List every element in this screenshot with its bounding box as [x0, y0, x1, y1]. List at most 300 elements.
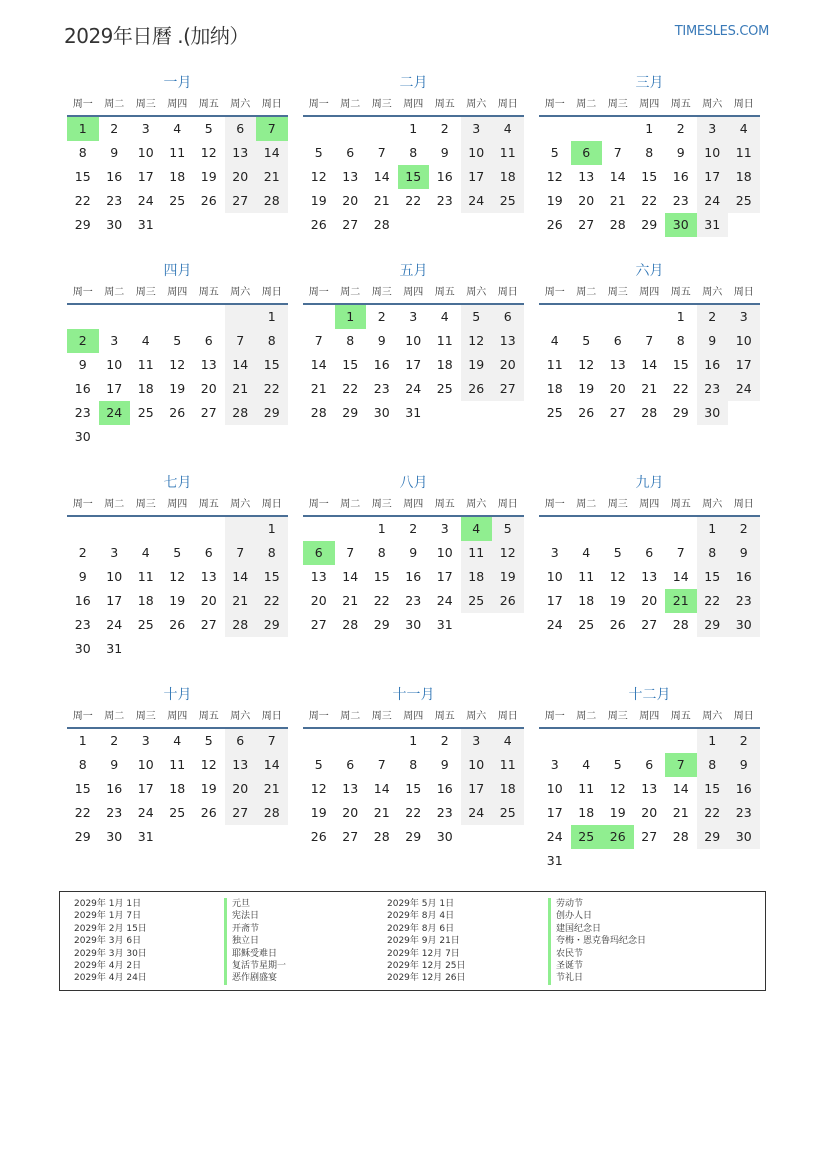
- day-cell: 9: [728, 753, 760, 777]
- empty-cell: [225, 213, 257, 237]
- day-cell: 11: [169, 757, 186, 772]
- empty-cell: [256, 825, 288, 849]
- day-cell: 6: [346, 757, 355, 772]
- day-cell: 29: [641, 217, 658, 232]
- day-cell: 26: [602, 825, 634, 849]
- week-row: [539, 517, 760, 541]
- week-row: [539, 213, 760, 237]
- day-cell: 5: [314, 145, 323, 160]
- week-row: [67, 401, 288, 425]
- day-cell: 28: [373, 829, 390, 844]
- day-cell: 25: [169, 193, 186, 208]
- day-cell: 3: [141, 121, 150, 136]
- week-row: [67, 613, 288, 637]
- day-cell: 20: [225, 165, 257, 189]
- holiday-date: 2029年 3月 6日: [74, 936, 142, 947]
- day-cell: 11: [546, 357, 563, 372]
- day-cell: 4: [582, 757, 591, 772]
- empty-cell: [429, 213, 461, 237]
- day-cell: 13: [310, 569, 327, 584]
- day-cell: 25: [436, 381, 453, 396]
- day-cell: 29: [256, 613, 288, 637]
- day-cell: 5: [613, 545, 622, 560]
- holiday-name: 圣诞节: [548, 960, 646, 972]
- day-cell: 24: [546, 617, 563, 632]
- empty-cell: [335, 729, 367, 753]
- day-cell: 9: [78, 357, 87, 372]
- day-cell: 17: [137, 169, 154, 184]
- day-cell: 17: [461, 777, 493, 801]
- legend-right-names: [548, 898, 646, 985]
- day-cell: 25: [137, 617, 154, 632]
- day-cell: 16: [74, 381, 91, 396]
- day-cell: 23: [106, 193, 123, 208]
- weekday-label: 周一: [72, 287, 93, 298]
- week-row: [303, 517, 524, 541]
- week-row: [539, 729, 760, 753]
- day-cell: 9: [440, 145, 449, 160]
- day-cell: 25: [461, 589, 493, 613]
- week-row: [539, 825, 760, 849]
- week-row: [67, 189, 288, 213]
- month-title: 四月: [163, 263, 192, 279]
- empty-cell: [602, 517, 634, 541]
- weekday-header: [67, 94, 288, 117]
- weekday-label: 周六: [230, 287, 251, 298]
- day-cell: 15: [697, 565, 729, 589]
- holiday-name: 劳动节: [548, 898, 646, 910]
- day-cell: 14: [342, 569, 359, 584]
- weekday-label: 周一: [544, 287, 565, 298]
- weekday-label: 周一: [308, 711, 329, 722]
- week-row: [67, 517, 288, 541]
- day-cell: 21: [641, 381, 658, 396]
- day-cell: 26: [609, 617, 626, 632]
- day-cell: 10: [106, 357, 123, 372]
- day-cell: 31: [436, 617, 453, 632]
- day-cell: 4: [550, 333, 559, 348]
- empty-cell: [162, 305, 194, 329]
- weekday-label: 周一: [308, 99, 329, 110]
- day-cell: 6: [613, 333, 622, 348]
- day-cell: 26: [169, 405, 186, 420]
- holiday-date: 2029年 3月 30日: [74, 948, 147, 959]
- weekday-header: [539, 94, 760, 117]
- week-row: [539, 777, 760, 801]
- legend-left-dates: [74, 898, 147, 985]
- day-cell: 19: [609, 805, 626, 820]
- weekday-label: 周四: [403, 711, 424, 722]
- day-cell: 10: [137, 145, 154, 160]
- day-cell: 2: [440, 733, 449, 748]
- week-row: [539, 401, 760, 425]
- empty-cell: [665, 517, 697, 541]
- day-cell: 14: [609, 169, 626, 184]
- day-cell: 2: [728, 729, 760, 753]
- weekday-label: 周三: [371, 99, 392, 110]
- week-row: [67, 589, 288, 613]
- day-cell: 8: [409, 757, 418, 772]
- day-cell: 19: [492, 565, 524, 589]
- week-row: [539, 305, 760, 329]
- day-cell: 13: [200, 569, 217, 584]
- day-cell: 31: [697, 213, 729, 237]
- day-cell: 12: [200, 145, 217, 160]
- day-cell: 12: [200, 757, 217, 772]
- holiday-name: 节礼日: [548, 972, 646, 984]
- day-cell: 19: [200, 781, 217, 796]
- day-cell: 8: [377, 545, 386, 560]
- day-cell: 7: [676, 545, 685, 560]
- day-cell: 7: [665, 753, 697, 777]
- weekday-label: 周一: [544, 499, 565, 510]
- empty-cell: [303, 517, 335, 541]
- weekday-label: 周四: [403, 287, 424, 298]
- day-cell: 26: [310, 829, 327, 844]
- day-cell: 6: [492, 305, 524, 329]
- empty-cell: [67, 305, 99, 329]
- day-cell: 6: [645, 545, 654, 560]
- day-cell: 29: [342, 405, 359, 420]
- day-cell: 20: [641, 593, 658, 608]
- weekday-label: 周六: [230, 99, 251, 110]
- day-cell: 21: [256, 777, 288, 801]
- day-cell: 18: [169, 781, 186, 796]
- weekday-label: 周二: [576, 711, 597, 722]
- weekday-label: 周日: [733, 287, 754, 298]
- day-cell: 16: [728, 565, 760, 589]
- week-row: [539, 353, 760, 377]
- weekday-label: 周五: [670, 499, 691, 510]
- empty-cell: [193, 825, 225, 849]
- day-cell: 18: [169, 169, 186, 184]
- empty-cell: [303, 729, 335, 753]
- day-cell: 17: [106, 381, 123, 396]
- month-block: [67, 472, 288, 661]
- day-cell: 21: [225, 589, 257, 613]
- week-row: [67, 729, 288, 753]
- week-row: [303, 825, 524, 849]
- day-cell: 3: [409, 309, 418, 324]
- week-row: [67, 165, 288, 189]
- day-cell: 29: [697, 825, 729, 849]
- day-cell: 28: [256, 189, 288, 213]
- day-cell: 18: [436, 357, 453, 372]
- weekday-label: 周三: [371, 287, 392, 298]
- day-cell: 5: [550, 145, 559, 160]
- day-cell: 30: [697, 401, 729, 425]
- weekday-header: [303, 282, 524, 305]
- weekday-label: 周五: [434, 287, 455, 298]
- day-cell: 8: [676, 333, 685, 348]
- day-cell: 26: [492, 589, 524, 613]
- day-cell: 9: [110, 757, 119, 772]
- day-cell: 4: [582, 545, 591, 560]
- weekday-label: 周日: [261, 287, 282, 298]
- weekday-label: 周三: [135, 99, 156, 110]
- empty-cell: [162, 637, 194, 661]
- weekday-label: 周三: [607, 287, 628, 298]
- day-cell: 23: [436, 193, 453, 208]
- day-cell: 19: [609, 593, 626, 608]
- site-link[interactable]: TIMESLES.COM: [674, 24, 769, 39]
- day-cell: 4: [461, 517, 493, 541]
- empty-cell: [571, 849, 603, 873]
- holiday-name: 开斋节: [224, 923, 286, 935]
- day-cell: 14: [256, 141, 288, 165]
- day-cell: 31: [405, 405, 422, 420]
- day-cell: 30: [405, 617, 422, 632]
- day-cell: 1: [67, 117, 99, 141]
- day-cell: 6: [571, 141, 603, 165]
- day-cell: 17: [728, 353, 760, 377]
- day-cell: 13: [492, 329, 524, 353]
- day-cell: 4: [141, 333, 150, 348]
- day-cell: 30: [373, 405, 390, 420]
- day-cell: 17: [697, 165, 729, 189]
- empty-cell: [728, 213, 760, 237]
- day-cell: 6: [225, 117, 257, 141]
- day-cell: 4: [728, 117, 760, 141]
- empty-cell: [461, 613, 493, 637]
- day-cell: 30: [728, 613, 760, 637]
- day-cell: 8: [78, 145, 87, 160]
- day-cell: 29: [672, 405, 689, 420]
- empty-cell: [539, 305, 571, 329]
- weekday-label: 周四: [639, 499, 660, 510]
- empty-cell: [634, 305, 666, 329]
- day-cell: 26: [546, 217, 563, 232]
- empty-cell: [193, 637, 225, 661]
- week-row: [67, 353, 288, 377]
- empty-cell: [193, 213, 225, 237]
- day-cell: 22: [256, 377, 288, 401]
- empty-cell: [162, 517, 194, 541]
- weekday-label: 周二: [340, 499, 361, 510]
- day-cell: 23: [405, 593, 422, 608]
- day-cell: 2: [110, 733, 119, 748]
- day-cell: 22: [74, 805, 91, 820]
- day-cell: 17: [106, 593, 123, 608]
- weekday-label: 周二: [340, 99, 361, 110]
- empty-cell: [130, 305, 162, 329]
- day-cell: 12: [609, 781, 626, 796]
- week-row: [303, 801, 524, 825]
- empty-cell: [728, 849, 760, 873]
- week-row: [539, 117, 760, 141]
- week-row: [539, 541, 760, 565]
- day-cell: 5: [492, 517, 524, 541]
- day-cell: 14: [225, 353, 257, 377]
- week-row: [303, 377, 524, 401]
- day-cell: 18: [578, 805, 595, 820]
- day-cell: 5: [613, 757, 622, 772]
- day-cell: 16: [436, 781, 453, 796]
- month-title: 十一月: [392, 687, 435, 703]
- day-cell: 10: [461, 141, 493, 165]
- day-cell: 10: [546, 569, 563, 584]
- day-cell: 24: [405, 381, 422, 396]
- day-cell: 5: [204, 121, 213, 136]
- day-cell: 19: [200, 169, 217, 184]
- day-cell: 23: [74, 405, 91, 420]
- day-cell: 8: [346, 333, 355, 348]
- empty-cell: [602, 117, 634, 141]
- weekday-label: 周日: [733, 711, 754, 722]
- day-cell: 17: [461, 165, 493, 189]
- day-cell: 7: [225, 541, 257, 565]
- weekday-label: 周二: [340, 287, 361, 298]
- day-cell: 9: [78, 569, 87, 584]
- day-cell: 24: [436, 593, 453, 608]
- day-cell: 12: [578, 357, 595, 372]
- day-cell: 18: [492, 777, 524, 801]
- day-cell: 26: [200, 805, 217, 820]
- day-cell: 31: [106, 641, 123, 656]
- day-cell: 15: [373, 569, 390, 584]
- day-cell: 22: [697, 801, 729, 825]
- weekday-label: 周日: [497, 711, 518, 722]
- weekday-label: 周六: [702, 99, 723, 110]
- month-title: 一月: [163, 75, 192, 91]
- day-cell: 12: [169, 569, 186, 584]
- weekday-header: [303, 494, 524, 517]
- day-cell: 3: [461, 117, 493, 141]
- day-cell: 10: [546, 781, 563, 796]
- day-cell: 9: [728, 541, 760, 565]
- day-cell: 15: [672, 357, 689, 372]
- holiday-date: 2029年 4月 24日: [74, 973, 147, 984]
- day-cell: 13: [641, 781, 658, 796]
- day-cell: 22: [74, 193, 91, 208]
- weekday-label: 周二: [576, 99, 597, 110]
- week-row: [539, 377, 760, 401]
- day-cell: 22: [405, 193, 422, 208]
- day-cell: 10: [461, 753, 493, 777]
- day-cell: 8: [697, 753, 729, 777]
- day-cell: 2: [377, 309, 386, 324]
- empty-cell: [335, 517, 367, 541]
- day-cell: 27: [200, 405, 217, 420]
- day-cell: 19: [546, 193, 563, 208]
- week-row: [67, 425, 288, 449]
- day-cell: 1: [335, 305, 367, 329]
- day-cell: 7: [377, 145, 386, 160]
- day-cell: 4: [492, 117, 524, 141]
- empty-cell: [225, 305, 257, 329]
- day-cell: 4: [173, 733, 182, 748]
- weekday-label: 周四: [403, 99, 424, 110]
- page-title: 2029年日曆 .(加纳）: [64, 24, 249, 48]
- day-cell: 25: [728, 189, 760, 213]
- day-cell: 24: [137, 193, 154, 208]
- empty-cell: [99, 305, 131, 329]
- holiday-name: 创办人日: [548, 910, 646, 922]
- day-cell: 31: [137, 217, 154, 232]
- weekday-label: 周五: [198, 99, 219, 110]
- week-row: [303, 165, 524, 189]
- day-cell: 19: [310, 193, 327, 208]
- day-cell: 10: [137, 757, 154, 772]
- weekday-label: 周三: [135, 711, 156, 722]
- weekday-label: 周六: [702, 287, 723, 298]
- month-block: [303, 684, 524, 849]
- empty-cell: [571, 305, 603, 329]
- day-cell: 20: [200, 593, 217, 608]
- day-cell: 28: [225, 613, 257, 637]
- day-cell: 1: [697, 517, 729, 541]
- day-cell: 28: [342, 617, 359, 632]
- weekday-label: 周日: [497, 99, 518, 110]
- day-cell: 16: [106, 781, 123, 796]
- week-row: [303, 305, 524, 329]
- day-cell: 1: [676, 309, 685, 324]
- empty-cell: [571, 729, 603, 753]
- weekday-header: [67, 706, 288, 729]
- day-cell: 9: [377, 333, 386, 348]
- day-cell: 24: [137, 805, 154, 820]
- day-cell: 22: [672, 381, 689, 396]
- week-row: [539, 589, 760, 613]
- empty-cell: [665, 849, 697, 873]
- empty-cell: [366, 729, 398, 753]
- day-cell: 9: [676, 145, 685, 160]
- day-cell: 19: [578, 381, 595, 396]
- day-cell: 26: [461, 377, 493, 401]
- empty-cell: [461, 213, 493, 237]
- weekday-header: [303, 706, 524, 729]
- day-cell: 16: [106, 169, 123, 184]
- week-row: [303, 401, 524, 425]
- week-row: [303, 353, 524, 377]
- day-cell: 23: [74, 617, 91, 632]
- day-cell: 15: [74, 781, 91, 796]
- day-cell: 15: [256, 353, 288, 377]
- day-cell: 20: [492, 353, 524, 377]
- empty-cell: [256, 637, 288, 661]
- day-cell: 12: [169, 357, 186, 372]
- week-row: [539, 165, 760, 189]
- weekday-label: 周日: [261, 499, 282, 510]
- week-row: [539, 565, 760, 589]
- day-cell: 9: [440, 757, 449, 772]
- weekday-label: 周五: [670, 287, 691, 298]
- week-row: [303, 541, 524, 565]
- day-cell: 29: [405, 829, 422, 844]
- day-cell: 3: [110, 333, 119, 348]
- day-cell: 1: [377, 521, 386, 536]
- weekday-label: 周一: [544, 99, 565, 110]
- day-cell: 22: [373, 593, 390, 608]
- day-cell: 28: [310, 405, 327, 420]
- day-cell: 22: [641, 193, 658, 208]
- day-cell: 23: [728, 801, 760, 825]
- day-cell: 7: [314, 333, 323, 348]
- holiday-date: 2029年 12月 7日: [387, 948, 460, 959]
- day-cell: 3: [110, 545, 119, 560]
- weekday-label: 周四: [167, 499, 188, 510]
- day-cell: 26: [200, 193, 217, 208]
- holiday-date: 2029年 1月 7日: [74, 911, 142, 922]
- month-block: [539, 684, 760, 873]
- day-cell: 10: [405, 333, 422, 348]
- day-cell: 1: [409, 121, 418, 136]
- weekday-label: 周六: [466, 711, 487, 722]
- day-cell: 22: [405, 805, 422, 820]
- day-cell: 16: [728, 777, 760, 801]
- day-cell: 28: [225, 401, 257, 425]
- day-cell: 20: [310, 593, 327, 608]
